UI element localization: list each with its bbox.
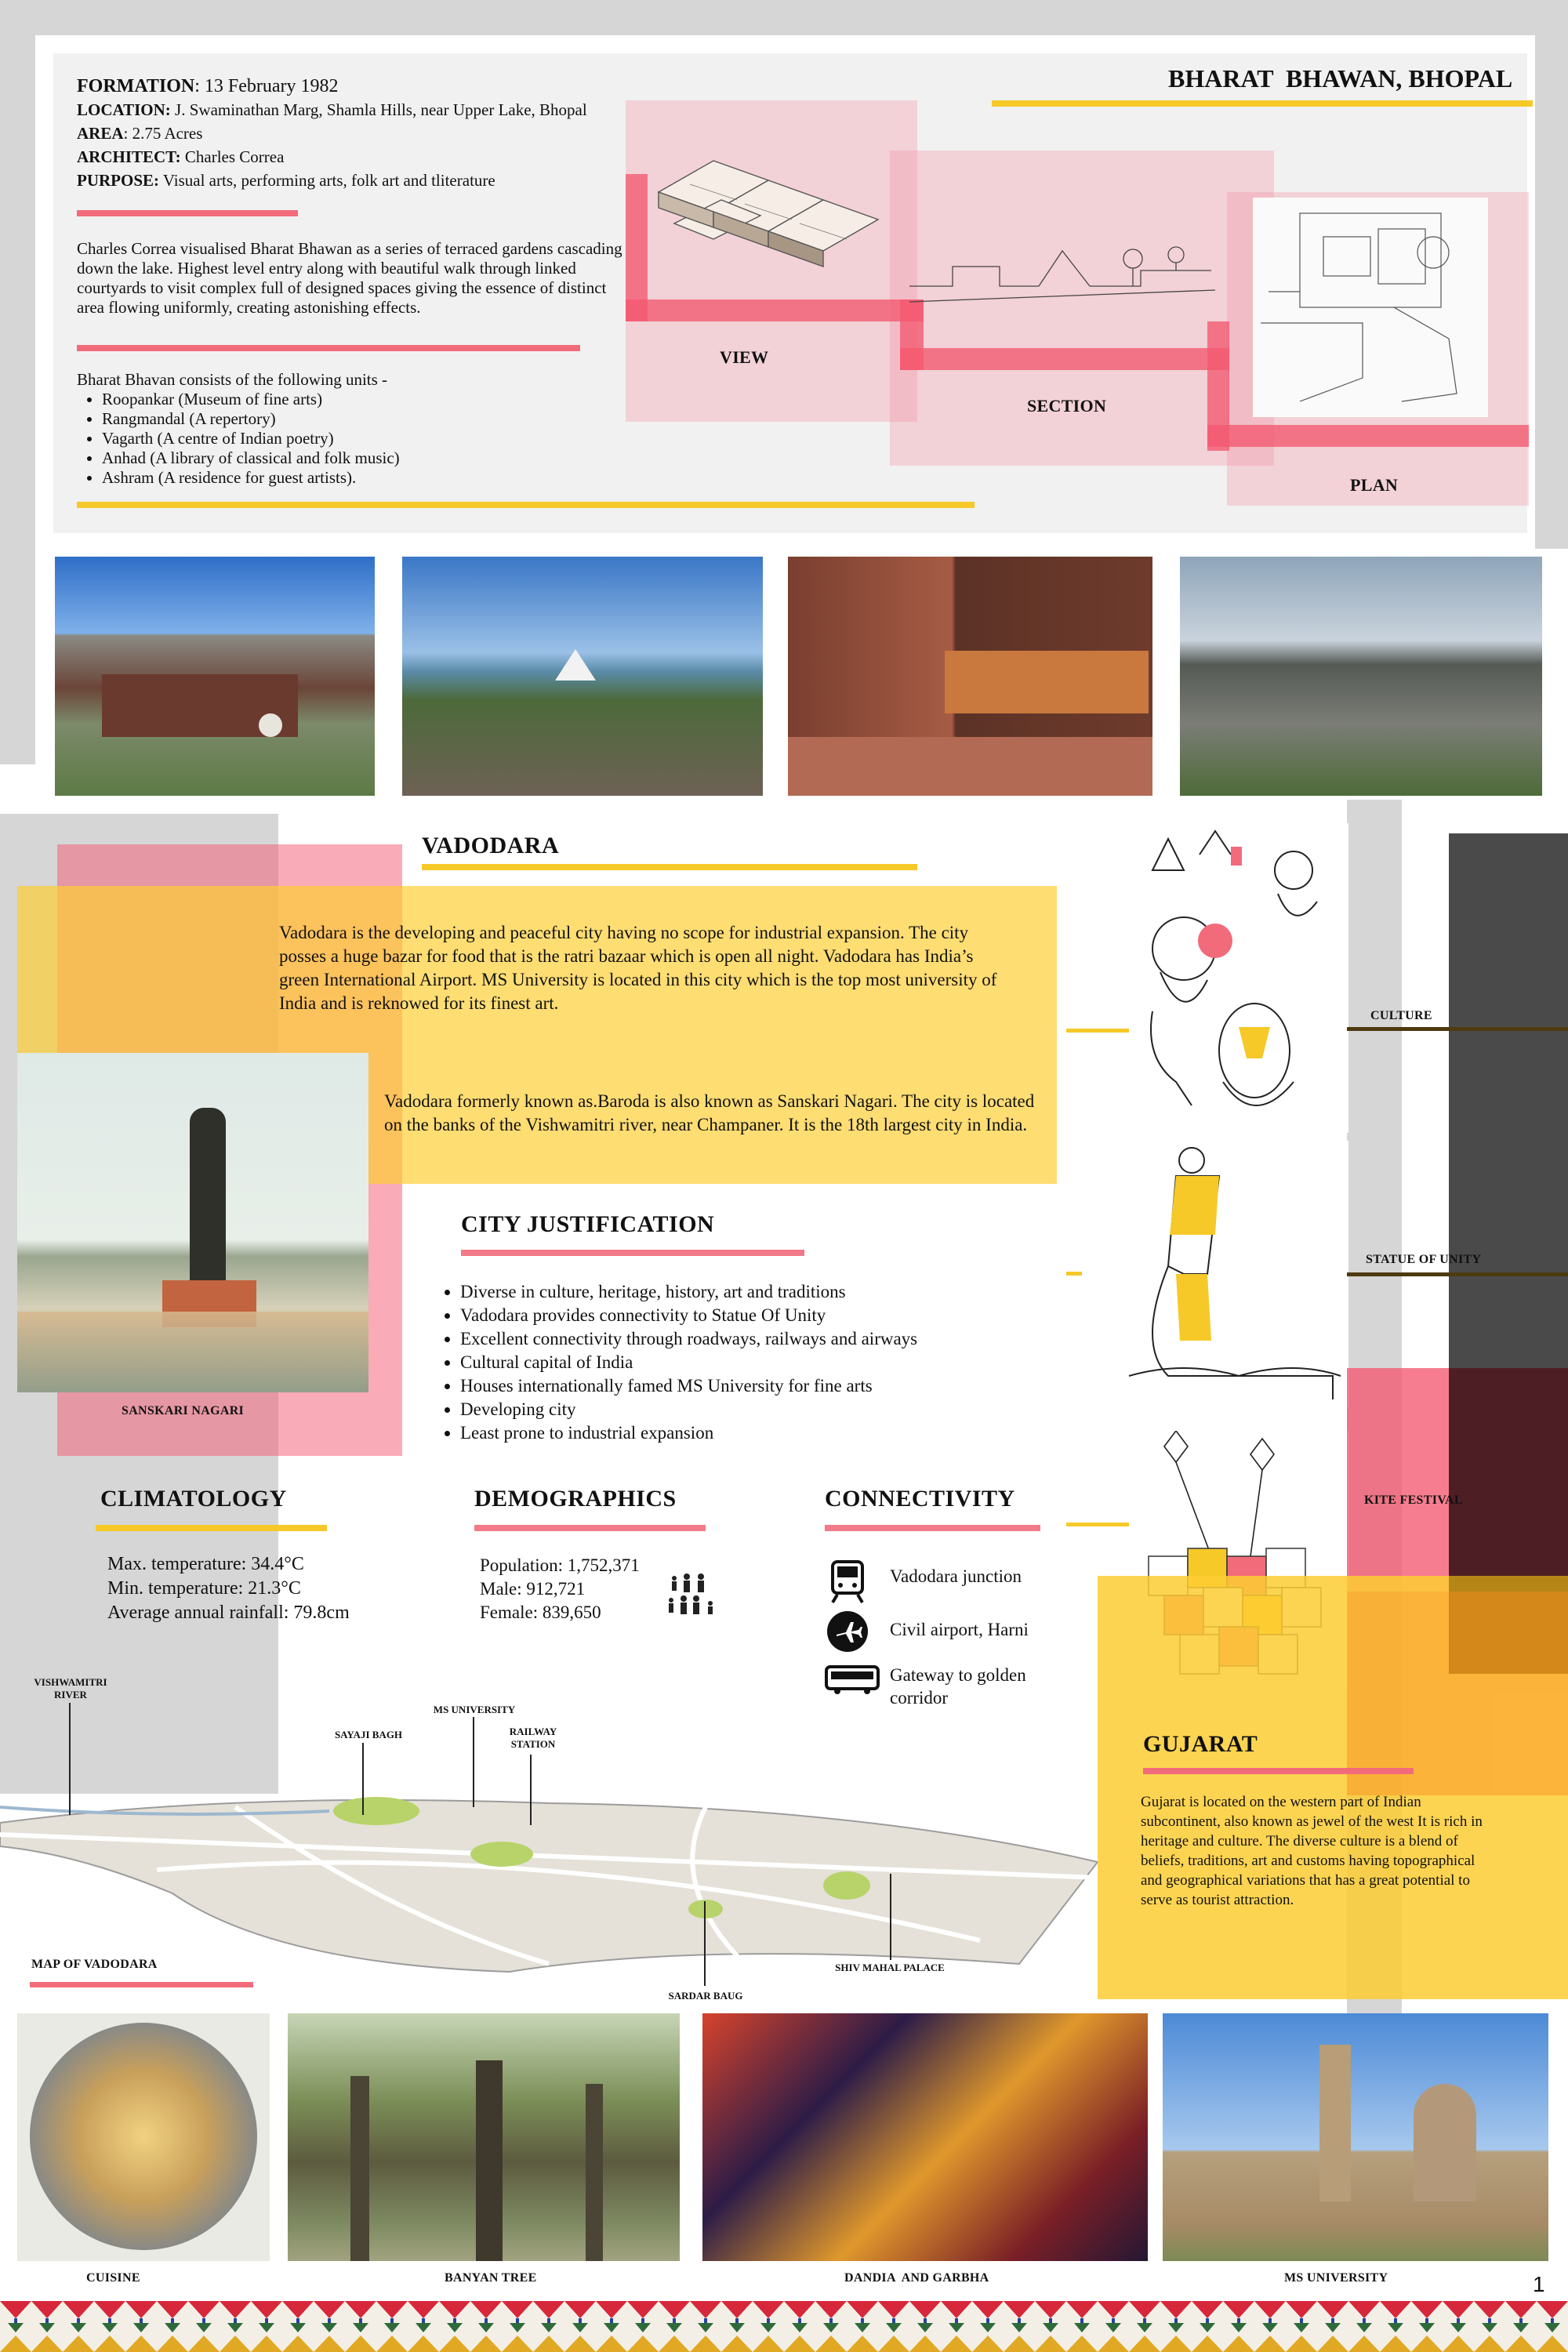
unit-item: • Anhad (A library of classical and folk music): [102, 448, 400, 468]
plan-drawing: [1253, 198, 1488, 417]
section-drawing: [906, 231, 1219, 325]
justification-item: • Excellent connectivity through roadways, railways and airways: [460, 1327, 917, 1351]
fact-purpose: PURPOSE: Visual arts, performing arts, folk art and tliterature: [77, 171, 495, 190]
statue-sketch: [1121, 1141, 1348, 1407]
city-justification-list: [443, 1280, 917, 1445]
statue-connector: [1066, 1272, 1082, 1276]
units-underline: [77, 502, 975, 508]
sanskari-nagari-photo: [17, 1053, 368, 1392]
gujarat-title: GUJARAT: [1143, 1731, 1258, 1757]
map-pointer: [890, 1874, 891, 1960]
culture-connector: [1066, 1029, 1129, 1033]
vadodara-title: VADODARA: [422, 833, 560, 858]
red-connector: [1207, 425, 1529, 447]
map-label-sardar: SARDAR BAUG: [668, 1990, 743, 2002]
city-justification-underline: [461, 1250, 804, 1256]
unit-item: • Roopankar (Museum of fine arts): [102, 390, 400, 409]
bharat-photo-stairs: [788, 557, 1152, 796]
units-intro: Bharat Bhavan consists of the following units -: [77, 370, 388, 389]
climatology-title: CLIMATOLOGY: [100, 1486, 287, 1512]
demographics-title: DEMOGRAPHICS: [474, 1486, 677, 1512]
vadodara-underline: [422, 864, 917, 870]
statue-label-line: [1347, 1272, 1568, 1276]
female-count: Female: 839,650: [480, 1602, 601, 1622]
red-connector: [626, 299, 924, 321]
title-underline: [992, 100, 1533, 107]
cuisine-caption: CUISINE: [86, 2271, 140, 2285]
fact-area: AREA: 2.75 Acres: [77, 124, 203, 143]
airplane-icon: [827, 1611, 868, 1652]
vadodara-map: [0, 1760, 1098, 1976]
bharat-photo-amphitheatre: [1180, 557, 1542, 796]
ms-university-caption: MS UNIVERSITY: [1284, 2271, 1388, 2285]
kite-label: KITE FESTIVAL: [1364, 1494, 1463, 1507]
bharat-description: Charles Correa visualised Bharat Bhawan as a series of terraced gardens cascading down the lake. Highest level entry along with beautiful walk through linked courtyards to visit complex full of designed spaces giving the essence of distinct area flowing uniformly, creating astonishing effects.: [77, 239, 622, 317]
left-grey-strip: [0, 0, 35, 764]
statue-label: STATUE OF UNITY: [1366, 1253, 1482, 1266]
bharat-photo-courtyard: [55, 557, 375, 796]
map-pointer: [530, 1755, 532, 1825]
map-label-sayaji: SAYAJI BAGH: [334, 1729, 403, 1740]
top-grey-frame: [0, 0, 1568, 35]
map-title: MAP OF VADODARA: [31, 1958, 158, 1971]
fact-architect: ARCHITECT: Charles Correa: [77, 147, 285, 166]
vadodara-paragraph-1: Vadodara is the developing and peaceful city having no scope for industrial expansion. The city posses a huge bazar for food that is the ratri bazaar which is open all night. Vadodara has India’s green International Airport. MS University is located in this city which is the top most university of India and is reknowed for its finest art.: [279, 923, 997, 1013]
map-pointer: [473, 1717, 474, 1807]
map-pointer: [69, 1703, 71, 1815]
bus-icon: [825, 1665, 880, 1695]
view-label: VIEW: [720, 347, 769, 367]
unit-item: • Vagarth (A centre of Indian poetry): [102, 429, 400, 448]
plan-label: PLAN: [1350, 475, 1399, 495]
facts-underline: [77, 210, 298, 216]
connectivity-underline: [825, 1525, 1040, 1531]
right-grey-strip: [1535, 0, 1568, 549]
dandia-garbha-caption: DANDIA AND GARBHA: [844, 2271, 989, 2285]
page-number: 1: [1533, 2272, 1545, 2296]
map-label-railway: RAILWAY STATION: [509, 1726, 557, 1750]
map-pointer: [362, 1743, 364, 1815]
connectivity-title: CONNECTIVITY: [825, 1486, 1015, 1512]
connectivity-corridor: Gateway to golden corridor: [890, 1665, 1026, 1708]
gujarat-underline: [1143, 1768, 1414, 1774]
map-label-shiv: SHIV MAHAL PALACE: [835, 1962, 945, 1973]
kite-label-block-dark: [1449, 1368, 1568, 1592]
culture-sketch: [1121, 823, 1348, 1133]
description-underline: [77, 345, 580, 351]
justification-item: • Developing city: [460, 1398, 917, 1421]
justification-item: • Diverse in culture, heritage, history, art and traditions: [460, 1280, 917, 1304]
fact-formation: FORMATION: 13 February 1982: [77, 76, 339, 96]
view-drawing: [643, 137, 894, 294]
justification-item: • Houses internationally famed MS University for fine arts: [460, 1374, 917, 1398]
vadodara-paragraph-2: Vadodara formerly known as.Baroda is also known as Sanskari Nagari. The city is located on the banks of the Vishwamitri river, near Champaner. It is the 18th largest city in India.: [384, 1091, 1035, 1134]
red-connector: [900, 348, 1229, 370]
min-temperature: Min. temperature: 21.3°C: [107, 1578, 301, 1599]
bharat-photo-lake: [402, 557, 763, 796]
gujarat-text: Gujarat is located on the western part of Indian subcontinent, also known as jewel of the west It is rich in heritage and culture. The diverse culture is a blend of beliefs, traditions, art and customs having topographical and geographical variations that has a great potential to serve as tourist attraction.: [1141, 1794, 1483, 1908]
page-title: BHARAT BHAWAN, BHOPAL: [1168, 64, 1513, 93]
demographics-underline: [474, 1525, 706, 1531]
city-justification-title: CITY JUSTIFICATION: [461, 1211, 715, 1237]
ms-university-photo: [1163, 2013, 1548, 2261]
people-icon: [665, 1572, 720, 1619]
fact-location: LOCATION: J. Swaminathan Marg, Shamla Hills, near Upper Lake, Bhopal: [77, 100, 587, 119]
male-count: Male: 912,721: [480, 1579, 586, 1599]
map-label-university: MS UNIVERSITY: [433, 1704, 516, 1715]
climatology-underline: [96, 1525, 327, 1531]
justification-item: • Cultural capital of India: [460, 1351, 917, 1374]
banyan-tree-caption: BANYAN TREE: [445, 2271, 537, 2285]
justification-item: • Vadodara provides connectivity to Statue Of Unity: [460, 1304, 917, 1327]
max-temperature: Max. temperature: 34.4°C: [107, 1554, 304, 1574]
gujarat-box-orange: [1347, 1592, 1568, 1795]
unit-item: • Ashram (A residence for guest artists).: [102, 468, 400, 488]
map-pointer: [704, 1901, 706, 1986]
culture-label-line: [1347, 1027, 1568, 1031]
map-title-underline: [30, 1982, 253, 1987]
demographics-values: [480, 1554, 640, 1624]
units-list: [85, 390, 400, 488]
train-icon: [829, 1560, 866, 1604]
justification-item: • Least prone to industrial expansion: [460, 1421, 917, 1445]
connectivity-airport: Civil airport, Harni: [890, 1620, 1029, 1639]
cuisine-photo: [17, 2013, 270, 2261]
dandia-garbha-photo: [702, 2013, 1148, 2261]
culture-label: CULTURE: [1370, 1009, 1432, 1022]
banyan-tree-photo: [288, 2013, 680, 2261]
section-label: SECTION: [1027, 396, 1107, 416]
map-label-river: VISHWAMITRI RIVER: [34, 1676, 107, 1700]
facts-list: [77, 74, 626, 192]
decorative-border: [0, 2301, 1568, 2352]
kite-connector: [1066, 1523, 1129, 1526]
sanskari-nagari-caption: SANSKARI NAGARI: [122, 1404, 245, 1417]
unit-item: • Rangmandal (A repertory): [102, 409, 400, 429]
climatology-values: [107, 1552, 350, 1625]
population: Population: 1,752,371: [480, 1555, 640, 1575]
connectivity-railway: Vadodara junction: [890, 1566, 1022, 1586]
annual-rainfall: Average annual rainfall: 79.8cm: [107, 1602, 350, 1623]
